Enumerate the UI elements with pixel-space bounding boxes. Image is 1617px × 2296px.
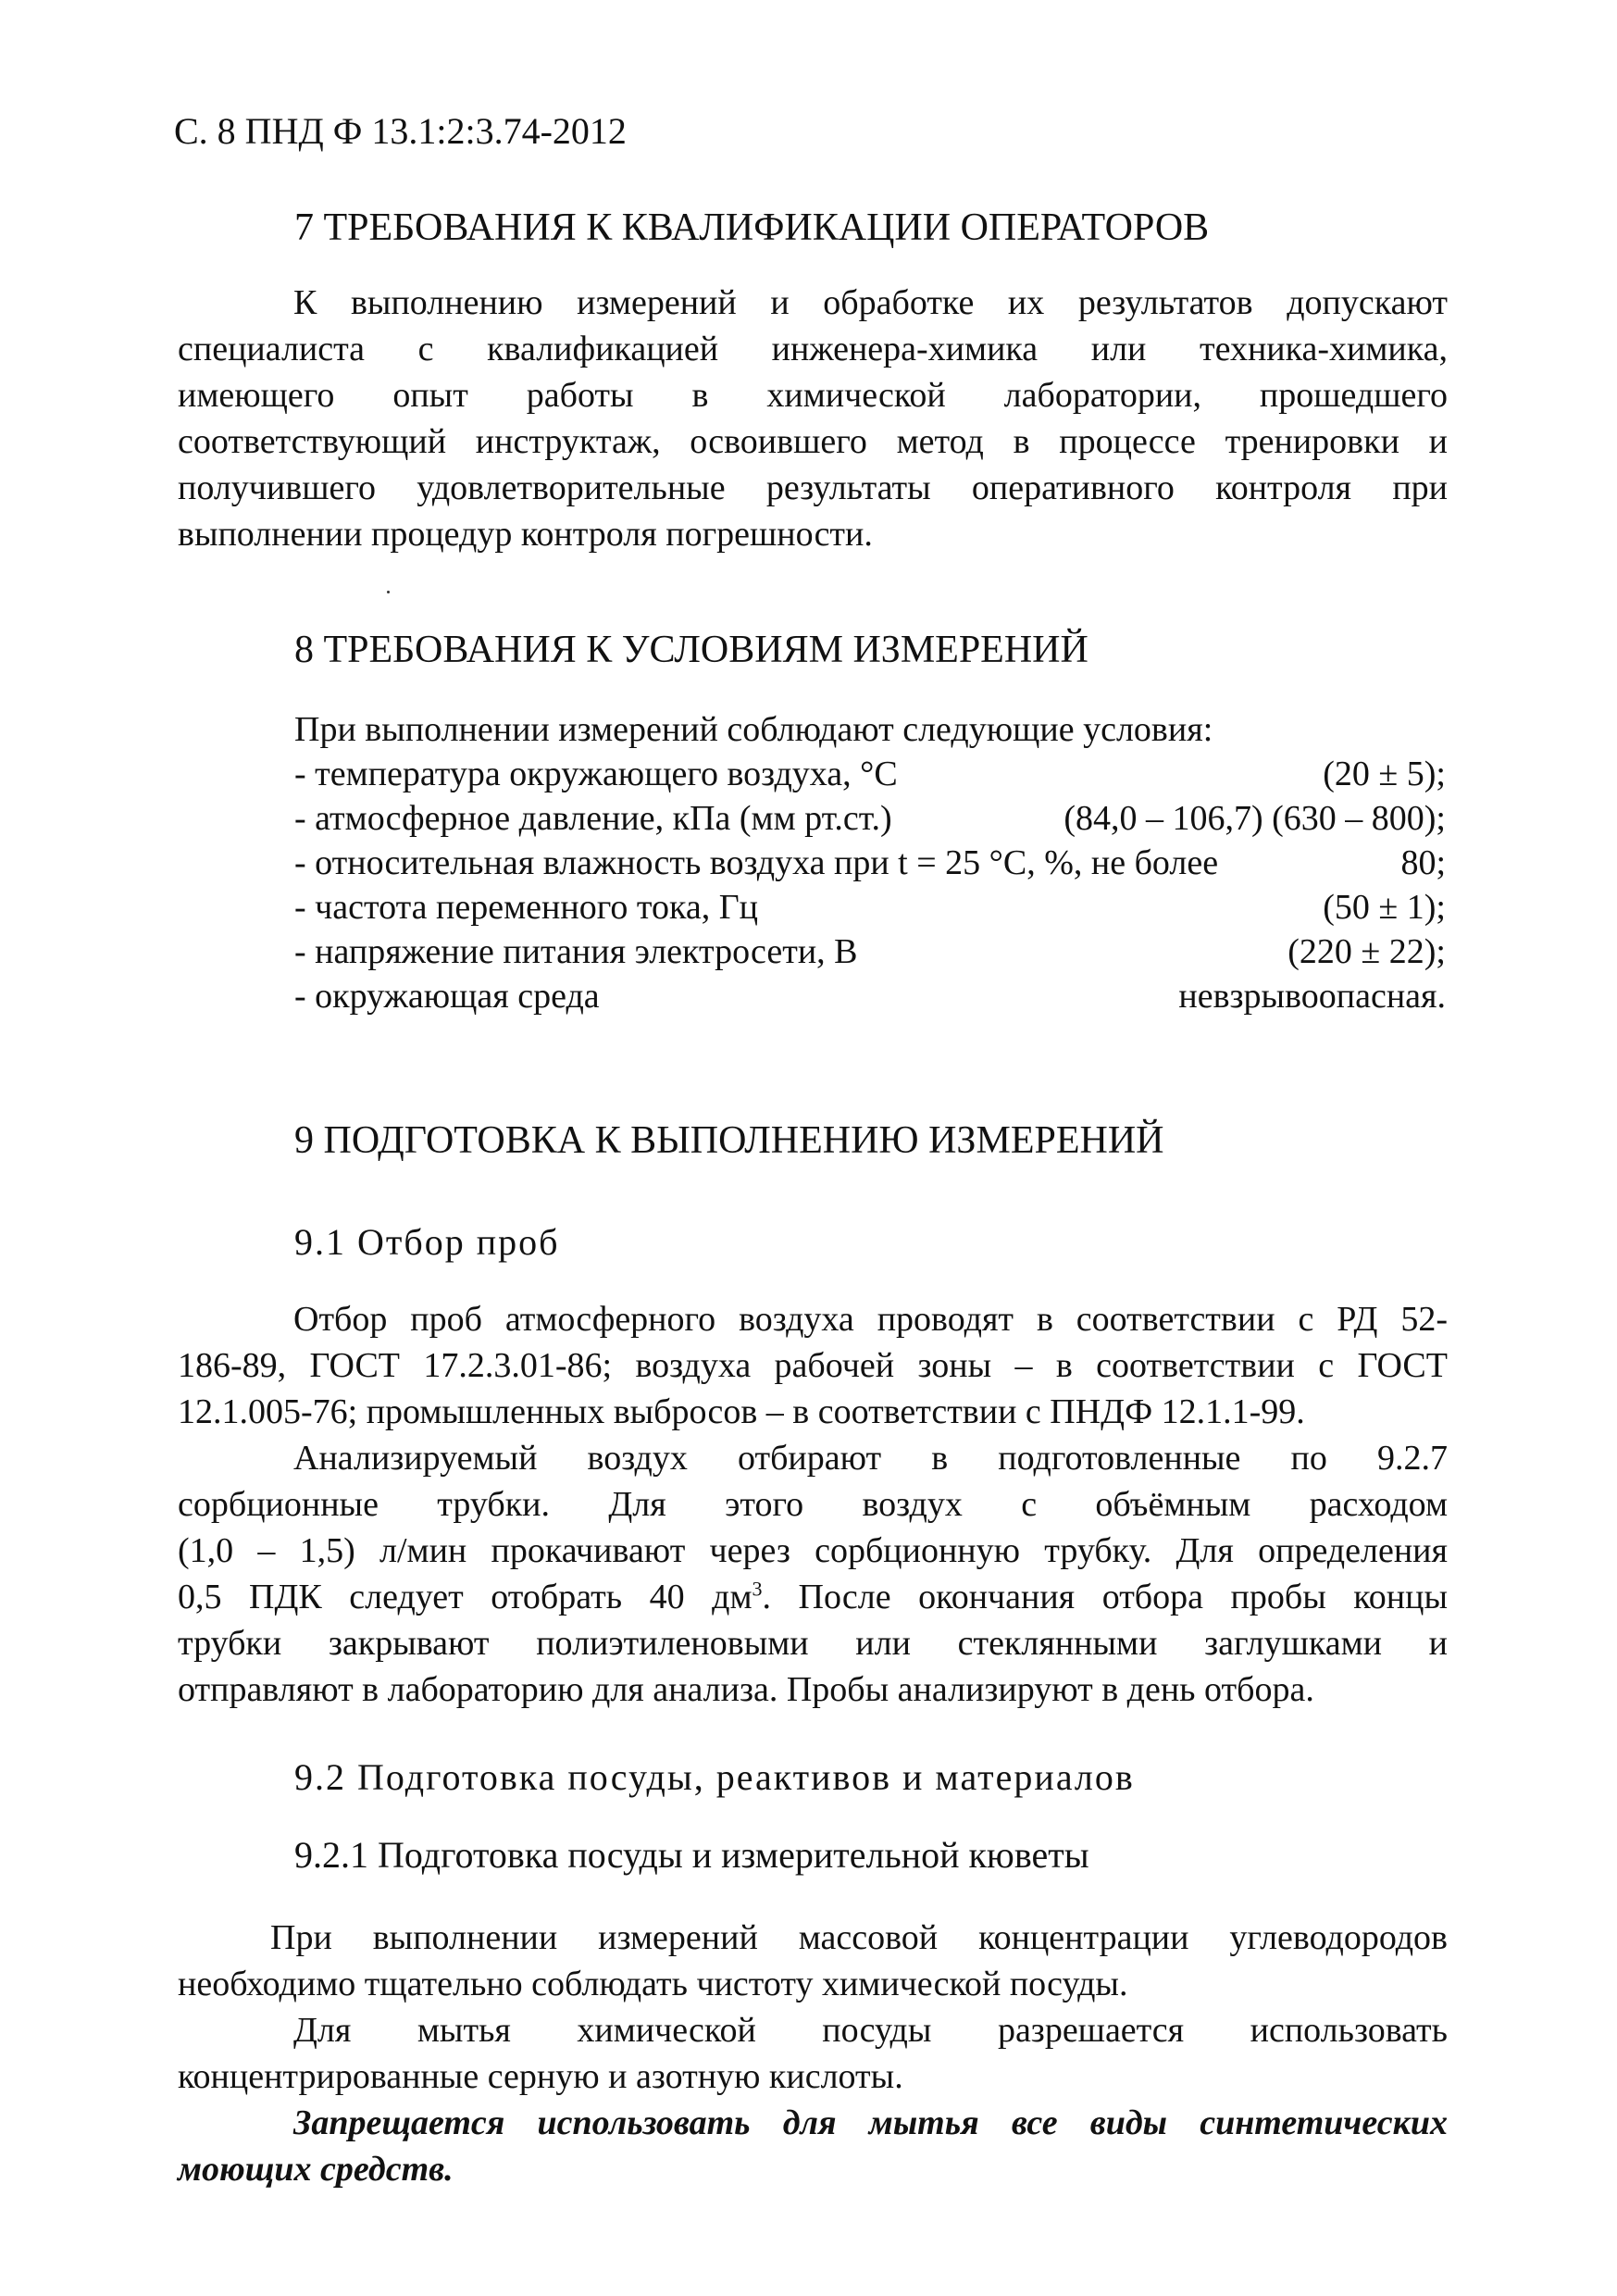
text-line: концентрированные серную и азотную кислоты. (178, 2057, 903, 2096)
text-line: выполнении процедур контроля погрешности. (178, 515, 873, 554)
text-line: получившего удовлетворительные результаты оперативного контроля при (178, 468, 1448, 507)
section-9-1-paragraph-2 (178, 1435, 1448, 1713)
condition-label: - окружающая среда (294, 977, 600, 1016)
section-8-title: 8 ТРЕБОВАНИЯ К УСЛОВИЯМ ИЗМЕРЕНИЙ (294, 629, 1088, 671)
condition-row (294, 796, 1446, 841)
text-line: отправляют в лабораторию для анализа. Пробы анализируют в день отбора. (178, 1670, 1314, 1709)
condition-label: - относительная влажность воздуха при t = 25 °С, %, не более (294, 843, 1219, 882)
condition-label: - частота переменного тока, Гц (294, 888, 758, 927)
section-9-2-1-paragraph-2 (178, 2007, 1448, 2100)
section-9-title: 9 ПОДГОТОВКА К ВЫПОЛНЕНИЮ ИЗМЕРЕНИЙ (294, 1119, 1164, 1162)
text-line: трубки закрывают полиэтиленовыми или стеклянными заглушками и (178, 1624, 1448, 1663)
section-9-1-paragraph-1 (178, 1296, 1448, 1435)
condition-label: - напряжение питания электросети, В (294, 932, 858, 971)
condition-value: (220 ± 22); (1287, 932, 1446, 971)
text-line: имеющего опыт работы в химической лаборатории, прошедшего (178, 376, 1448, 415)
condition-row (294, 752, 1446, 796)
condition-row (294, 930, 1446, 974)
condition-value: (20 ± 5); (1323, 755, 1446, 793)
text-line: 12.1.005-76; промышленных выбросов – в соответствии с ПНДФ 12.1.1-99. (178, 1392, 1305, 1431)
condition-label: - температура окружающего воздуха, °С (294, 755, 898, 793)
section-9-1-title: 9.1 Отбор проб (294, 1221, 560, 1263)
text-line: (1,0 – 1,5) л/мин прокачивают через сорбционную трубку. Для определения (178, 1531, 1448, 1570)
condition-row (294, 885, 1446, 930)
text-line: Анализируемый воздух отбирают в подготовленные по 9.2.7 (293, 1439, 1448, 1478)
conditions-list (294, 707, 1446, 1018)
condition-value: 80; (1400, 843, 1446, 882)
text-line: К выполнению измерений и обработке их результатов допускают (293, 283, 1448, 322)
text-line: 0,5 ПДК следует отобрать 40 $дм^3$. После окончания отбора пробы концы (178, 1577, 1448, 1616)
condition-label: - атмосферное давление, кПа (мм рт.ст.) (294, 799, 892, 838)
text-line: Запрещается использовать для мытья все виды синтетических (293, 2103, 1448, 2142)
section-9-2-1-title: 9.2.1 Подготовка посуды и измерительной кюветы (294, 1834, 1089, 1876)
speck-mark (387, 591, 390, 593)
text-line: Для мытья химической посуды разрешается использовать (293, 2011, 1448, 2050)
text-line: соответствующий инструктаж, освоившего метод в процессе тренировки и (178, 422, 1448, 461)
condition-value: невзрывоопасная. (1178, 977, 1446, 1016)
text-line: 186-89, ГОСТ 17.2.3.01-86; воздуха рабочей зоны – в соответствии с ГОСТ (178, 1346, 1448, 1385)
condition-value: (50 ± 1); (1323, 888, 1446, 927)
section-9-2-title: 9.2 Подготовка посуды, реактивов и материалов (294, 1756, 1135, 1798)
section-7-title: 7 ТРЕБОВАНИЯ К КВАЛИФИКАЦИИ ОПЕРАТОРОВ (294, 206, 1210, 249)
superscript: 3 (752, 1577, 763, 1601)
conditions-intro: При выполнении измерений соблюдают следующие условия: (294, 710, 1213, 749)
text-line: Отбор проб атмосферного воздуха проводят в соответствии с РД 52- (293, 1300, 1448, 1339)
text-line: При выполнении измерений массовой концентрации углеводородов (270, 1918, 1448, 1957)
page-header: С. 8 ПНД Ф 13.1:2:3.74-2012 (174, 110, 627, 152)
condition-row (294, 974, 1446, 1018)
section-9-2-1-paragraph-1 (178, 1915, 1448, 2007)
text-line: специалиста с квалификацией инженера-химика или техника-химика, (178, 330, 1448, 368)
section-7-paragraph (178, 280, 1448, 557)
warning-paragraph (178, 2100, 1448, 2192)
text-line: моющих средств. (178, 2150, 454, 2189)
condition-row (294, 841, 1446, 885)
text-line: необходимо тщательно соблюдать чистоту химической посуды. (178, 1965, 1128, 2003)
condition-value: (84,0 – 106,7) (630 – 800); (1063, 799, 1446, 838)
text-line: сорбционные трубки. Для этого воздух с объёмным расходом (178, 1485, 1448, 1524)
